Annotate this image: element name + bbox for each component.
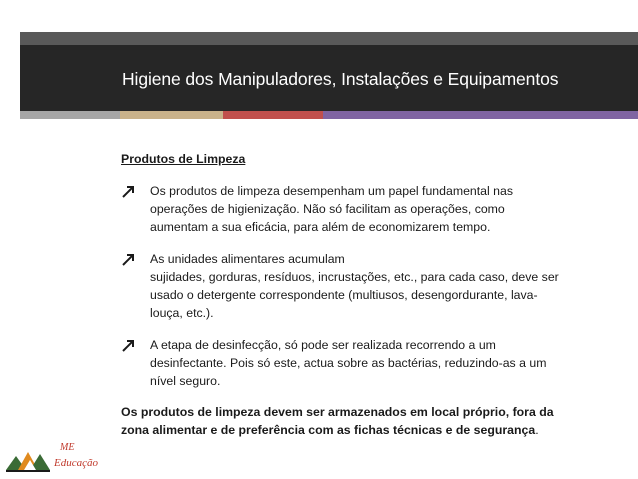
bullet-text-line: aumentam a sua eficácia, para além de economizarem tempo.: [150, 220, 491, 234]
arrow-bullet-icon: [122, 339, 138, 352]
top-bar: [20, 32, 638, 45]
section-heading: Produtos de Limpeza: [121, 152, 246, 166]
closing-note: [121, 403, 621, 439]
ministry-logo-text: Educação: [54, 457, 98, 469]
bullet-text-line: usado o detergente correspondente (multiusos, desengordurante, lava-: [150, 288, 538, 302]
bullet-text-line: operações de higienização. Não só facilitam as operações, como: [150, 202, 505, 216]
bullet-item: [121, 182, 621, 236]
bullet-text-line: louça, etc.).: [150, 306, 214, 320]
arrow-bullet-icon: [122, 185, 138, 198]
footer-logos: [4, 440, 100, 476]
accent-stripe-purple: [323, 111, 638, 119]
accent-stripe-grey: [20, 111, 120, 119]
bullet-text-line: As unidades alimentares acumulam: [150, 252, 345, 266]
slide-title: Higiene dos Manipuladores, Instalações e Equipamentos: [122, 69, 559, 89]
bullet-item: [121, 250, 621, 322]
bullet-item: [121, 336, 621, 390]
slide-body: [121, 150, 621, 439]
bullet-text-line: nível seguro.: [150, 374, 221, 388]
bullet-text-line: desinfectante. Pois só este, actua sobre as bactérias, reduzindo-as a um: [150, 356, 547, 370]
bullet-text-line: sujidades, gorduras, resíduos, incrustações, etc., para cada caso, deve ser: [150, 270, 559, 284]
accent-stripe-red: [223, 111, 323, 119]
bullet-text-line: A etapa de desinfecção, só pode ser realizada recorrendo a um: [150, 338, 496, 352]
accent-stripe-tan: [120, 111, 223, 119]
closing-period: .: [535, 423, 539, 437]
closing-line: [121, 421, 621, 439]
institution-logo-icon: [4, 440, 54, 474]
closing-line-text: zona alimentar e de preferência com as fichas técnicas e de segurança: [121, 423, 536, 437]
closing-line: Os produtos de limpeza devem ser armazenados em local próprio, fora da: [121, 405, 554, 419]
ministry-logo-mark: ME: [60, 442, 75, 453]
bullet-text-line: Os produtos de limpeza desempenham um papel fundamental nas: [150, 184, 513, 198]
arrow-bullet-icon: [122, 253, 138, 266]
